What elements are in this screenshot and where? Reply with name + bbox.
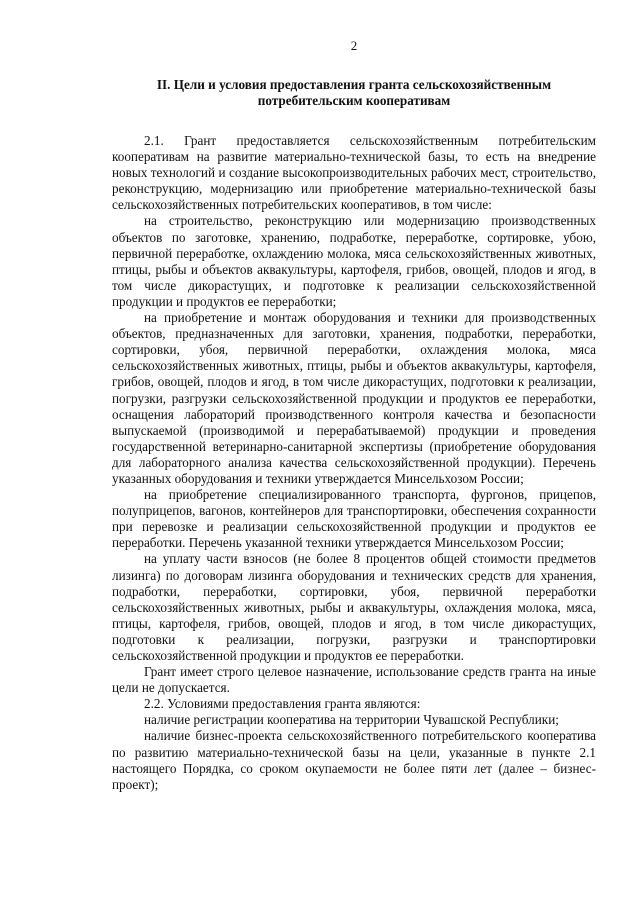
paragraph-registration: наличие регистрации кооператива на территории Чувашской Республики; bbox=[144, 712, 559, 728]
paragraph-purpose: Грант имеет строго целевое назначение, использование средств гранта на иные цели не допускается. bbox=[112, 664, 596, 696]
paragraph-transport: на приобретение специализированного транспорта, фургонов, прицепов, полуприцепов, вагонов, контейнеров для транспортировки, обеспечения сохранности при перевозке и реализации сельскохозяйственной продукции и продуктов ее переработки. Перечень указанной техники утверждается Минсельхозом России; bbox=[112, 487, 596, 551]
page-number: 2 bbox=[350, 38, 358, 53]
paragraph-construction: на строительство, реконструкцию или модернизацию производственных объектов по заготовке, хранению, подработке, переработке, сортировке, убою, первичной переработке, охлаждению молока, мяса сельскохозяйственных животных, птицы, рыбы и объектов аквакультуры, картофеля, грибов, овощей, плодов и ягод, в том числе дикорастущих, и подготовке к реализации сельскохозяйственной продукции и продуктов ее переработки; bbox=[112, 213, 596, 309]
section-heading bbox=[112, 77, 596, 109]
section-heading-line-1: II. Цели и условия предоставления гранта сельскохозяйственным bbox=[156, 77, 552, 92]
paragraph-business-project: наличие бизнес-проекта сельскохозяйственного потребительского кооператива по развитию материально-технической базы на цели, указанные в пункте 2.1 настоящего Порядка, со сроком окупаемости не более пяти лет (далее – бизнес-проект); bbox=[112, 728, 596, 792]
paragraph-2-2: 2.2. Условиями предоставления гранта являются: bbox=[144, 696, 421, 712]
paragraph-leasing: на уплату части взносов (не более 8 процентов общей стоимости предметов лизинга) по договорам лизинга оборудования и технических средств для хранения, подработки, переработки, сортировки, убоя, первичной переработки сельскохозяйственных животных, рыбы и аквакультуры, охлаждения молока, мяса, птицы, картофеля, грибов, овощей, плодов и ягод, в том числе дикорастущих, подготовки к реализации, погрузки, разгрузки и транспортировки сельскохозяйственной продукции и продуктов ее переработки. bbox=[112, 551, 596, 663]
paragraph-equipment: на приобретение и монтаж оборудования и техники для производственных объектов, предназначенных для заготовки, хранения, подработки, переработки, сортировки, убоя, первичной переработки, охлаждения молока, мяса сельскохозяйственных животных, птицы, рыбы и объектов аквакультуры, картофеля, грибов, овощей, плодов и ягод, в том числе дикорастущих, подготовки к реализации, погрузки, разгрузки сельскохозяйственной продукции и продуктов ее переработки, оснащения лабораторий производственного контроля качества и безопасности выпускаемой (производимой и перерабатываемой) продукции и проведения государственной ветеринарно-санитарной экспертизы (приобретение оборудования для лабораторного анализа качества сельскохозяйственной продукции). Перечень указанных оборудования и техники утверждается Минсельхозом России; bbox=[112, 310, 596, 486]
document-body bbox=[112, 133, 596, 793]
section-heading-line-2: потребительским кооперативам bbox=[257, 93, 451, 108]
paragraph-2-1: 2.1. Грант предоставляется сельскохозяйственным потребительским кооперативам на развитие материально-технической базы, то есть на внедрение новых технологий и создание высокопроизводительных рабочих мест, строительство, реконструкцию, модернизацию или приобретение материально-технической базы сельскохозяйственных потребительских кооперативов, в том числе: bbox=[112, 133, 596, 213]
